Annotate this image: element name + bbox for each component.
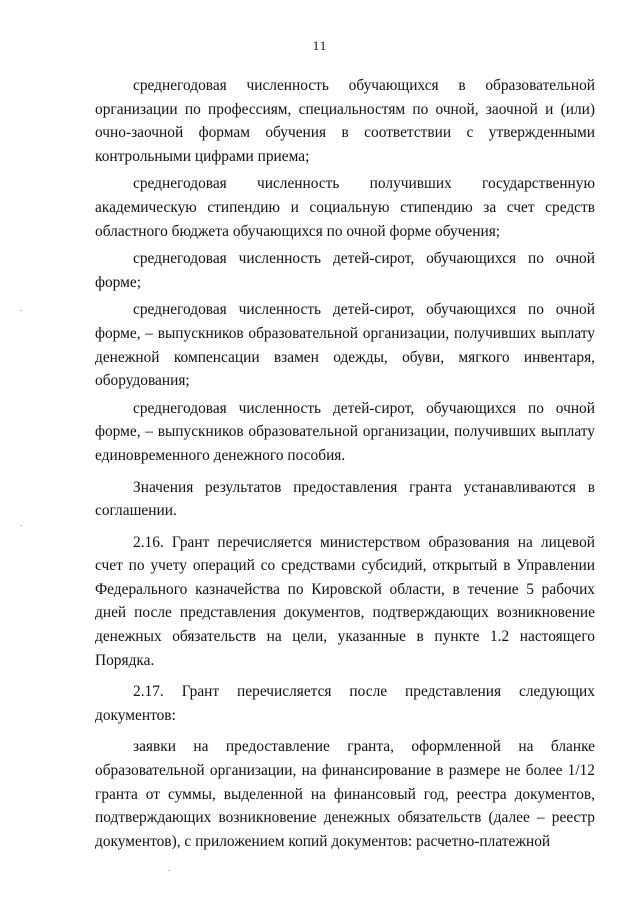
paragraph-orphans-clothing-compensation: среднегодовая численность детей-сирот, обучающихся по очной форме, – выпускников образовательной организации, получивших выплату денежной компенсации взамен одежды, обуви, мягкого инвентаря, оборудования; — [95, 301, 595, 390]
paragraph-orphans-lump-sum: среднегодовая численность детей-сирот, обучающихся по очной форме, – выпускников образовательной организации, получивших выплату единовременного денежного пособия. — [95, 399, 595, 464]
paragraph-result-values: Значения результатов предоставления гранта устанавливаются в соглашении. — [95, 478, 595, 520]
paragraph-average-students: среднегодовая численность обучающихся в образовательной организации по профессиям, специальностям по очной, заочной и (или) очно-заочной формам обучения в соответствии с утвержденными контрольными цифрами приема; — [95, 77, 595, 165]
paragraph-scholarship-recipients: среднегодовая численность получивших государственную академическую стипендию и социальную стипендию за счет средств областного бюджета обучающихся по очной форме обучения; — [95, 175, 595, 240]
scan-speck — [20, 525, 22, 526]
paragraph-section-2-16: 2.16. Грант перечисляется министерством образования на лицевой счет по учету операций со средствами субсидий, открытый в Управлении Федерального казначейства по Кировской области, в течение 5 рабочих дней после представления документов, подтверждающих возникновение денежных обязательств на цели, указанные в пункте 1.2 настоящего Порядка. — [95, 533, 595, 669]
scan-speck — [168, 870, 170, 871]
document-body — [95, 74, 595, 857]
scan-speck — [20, 310, 22, 311]
page-number: 11 — [312, 38, 328, 53]
paragraph-orphans-full-time: среднегодовая численность детей-сирот, обучающихся по очной форме; — [95, 250, 595, 291]
paragraph-section-2-17: 2.17. Грант перечисляется после представления следующих документов: — [95, 683, 595, 724]
paragraph-application-requirements: заявки на предоставление гранта, оформленной на бланке образовательной организации, на финансирование в размере не более 1/12 гранта от суммы, выделенной на финансовый год, реестра документов, подтверждающих возникновение денежных обязательств (далее – реестр документов), с приложением копий документов: расчетно-платежной — [95, 738, 595, 850]
